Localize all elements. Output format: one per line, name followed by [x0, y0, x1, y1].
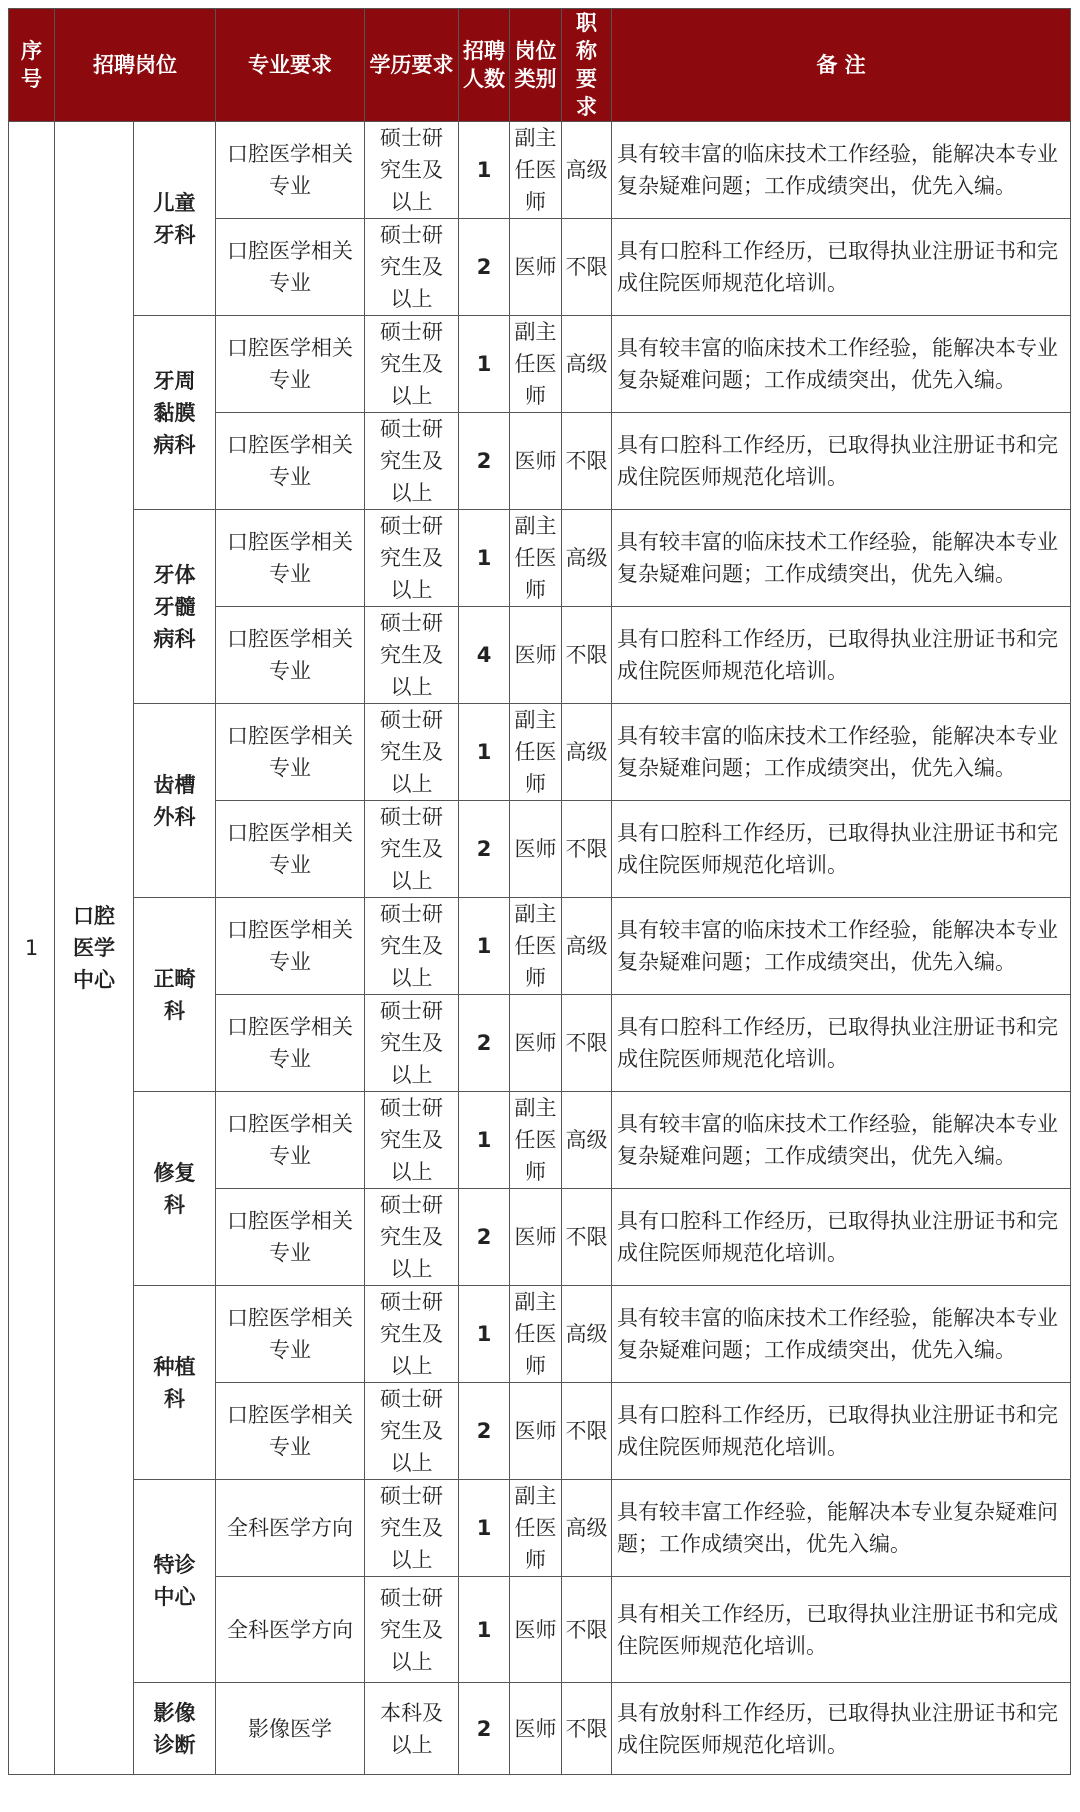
header-count: 招聘人数 — [459, 9, 510, 122]
count-cell: 2 — [459, 801, 510, 898]
title-cell: 不限 — [562, 995, 612, 1092]
education-cell: 硕士研究生及以上 — [365, 316, 459, 413]
count-cell: 1 — [459, 122, 510, 219]
category-cell: 副主任医师 — [510, 1092, 562, 1189]
title-cell: 高级 — [562, 510, 612, 607]
title-cell: 高级 — [562, 1092, 612, 1189]
education-cell: 硕士研究生及以上 — [365, 1092, 459, 1189]
count-cell: 2 — [459, 219, 510, 316]
title-cell: 不限 — [562, 801, 612, 898]
table-row — [9, 1683, 1071, 1775]
major-cell: 口腔医学相关专业 — [216, 995, 365, 1092]
title-cell: 不限 — [562, 413, 612, 510]
category-cell: 医师 — [510, 219, 562, 316]
major-cell: 口腔医学相关专业 — [216, 316, 365, 413]
header-remark: 备 注 — [612, 9, 1071, 122]
remark-cell: 具有放射科工作经历，已取得执业注册证书和完成住院医师规范化培训。 — [612, 1683, 1071, 1775]
education-cell: 硕士研究生及以上 — [365, 122, 459, 219]
category-cell: 副主任医师 — [510, 316, 562, 413]
major-cell: 口腔医学相关专业 — [216, 607, 365, 704]
category-cell: 医师 — [510, 1383, 562, 1480]
header-category: 岗位类别 — [510, 9, 562, 122]
count-cell: 1 — [459, 1286, 510, 1383]
title-cell: 不限 — [562, 1577, 612, 1683]
count-cell: 2 — [459, 995, 510, 1092]
education-cell: 硕士研究生及以上 — [365, 1577, 459, 1683]
department-cell: 特诊中心 — [134, 1480, 216, 1683]
count-cell: 2 — [459, 1683, 510, 1775]
remark-cell: 具有口腔科工作经历，已取得执业注册证书和完成住院医师规范化培训。 — [612, 1383, 1071, 1480]
count-cell: 1 — [459, 1092, 510, 1189]
category-cell: 医师 — [510, 607, 562, 704]
category-cell: 医师 — [510, 1189, 562, 1286]
title-cell: 不限 — [562, 1383, 612, 1480]
remark-cell: 具有较丰富的临床技术工作经验，能解决本专业复杂疑难问题；工作成绩突出，优先入编。 — [612, 510, 1071, 607]
education-cell: 硕士研究生及以上 — [365, 413, 459, 510]
education-cell: 硕士研究生及以上 — [365, 219, 459, 316]
remark-cell: 具有较丰富的临床技术工作经验，能解决本专业复杂疑难问题；工作成绩突出，优先入编。 — [612, 1286, 1071, 1383]
department-cell: 齿槽外科 — [134, 704, 216, 898]
major-cell: 口腔医学相关专业 — [216, 1092, 365, 1189]
major-cell: 口腔医学相关专业 — [216, 122, 365, 219]
education-cell: 硕士研究生及以上 — [365, 995, 459, 1092]
major-cell: 口腔医学相关专业 — [216, 898, 365, 995]
remark-cell: 具有较丰富的临床技术工作经验，能解决本专业复杂疑难问题；工作成绩突出，优先入编。 — [612, 122, 1071, 219]
category-cell: 副主任医师 — [510, 1286, 562, 1383]
remark-cell: 具有口腔科工作经历，已取得执业注册证书和完成住院医师规范化培训。 — [612, 995, 1071, 1092]
count-cell: 1 — [459, 898, 510, 995]
remark-cell: 具有口腔科工作经历，已取得执业注册证书和完成住院医师规范化培训。 — [612, 219, 1071, 316]
table-row — [9, 1092, 1071, 1189]
recruitment-table-container — [8, 8, 1070, 1775]
header-seq: 序号 — [9, 9, 55, 122]
title-cell: 不限 — [562, 219, 612, 316]
major-cell: 全科医学方向 — [216, 1480, 365, 1577]
department-cell: 牙周黏膜病科 — [134, 316, 216, 510]
remark-cell: 具有口腔科工作经历，已取得执业注册证书和完成住院医师规范化培训。 — [612, 413, 1071, 510]
category-cell: 副主任医师 — [510, 704, 562, 801]
recruitment-table — [8, 8, 1071, 1775]
remark-cell: 具有较丰富的临床技术工作经验，能解决本专业复杂疑难问题；工作成绩突出，优先入编。 — [612, 898, 1071, 995]
remark-cell: 具有口腔科工作经历，已取得执业注册证书和完成住院医师规范化培训。 — [612, 607, 1071, 704]
education-cell: 本科及以上 — [365, 1683, 459, 1775]
seq-cell: 1 — [9, 122, 55, 1775]
count-cell: 1 — [459, 1480, 510, 1577]
title-cell: 高级 — [562, 1286, 612, 1383]
department-cell: 修复科 — [134, 1092, 216, 1286]
major-cell: 口腔医学相关专业 — [216, 510, 365, 607]
header-title: 职称要求 — [562, 9, 612, 122]
major-cell: 口腔医学相关专业 — [216, 801, 365, 898]
remark-cell: 具有口腔科工作经历，已取得执业注册证书和完成住院医师规范化培训。 — [612, 1189, 1071, 1286]
table-row — [9, 122, 1071, 219]
category-cell: 医师 — [510, 995, 562, 1092]
count-cell: 2 — [459, 1383, 510, 1480]
header-position: 招聘岗位 — [55, 9, 216, 122]
table-row — [9, 898, 1071, 995]
category-cell: 医师 — [510, 1577, 562, 1683]
title-cell: 高级 — [562, 704, 612, 801]
remark-cell: 具有较丰富的临床技术工作经验，能解决本专业复杂疑难问题；工作成绩突出，优先入编。 — [612, 704, 1071, 801]
remark-cell: 具有相关工作经历，已取得执业注册证书和完成住院医师规范化培训。 — [612, 1577, 1071, 1683]
major-cell: 口腔医学相关专业 — [216, 1286, 365, 1383]
major-cell: 口腔医学相关专业 — [216, 704, 365, 801]
title-cell: 高级 — [562, 316, 612, 413]
remark-cell: 具有口腔科工作经历，已取得执业注册证书和完成住院医师规范化培训。 — [612, 801, 1071, 898]
title-cell: 不限 — [562, 1189, 612, 1286]
title-cell: 高级 — [562, 898, 612, 995]
header-education: 学历要求 — [365, 9, 459, 122]
table-row — [9, 510, 1071, 607]
count-cell: 1 — [459, 316, 510, 413]
category-cell: 医师 — [510, 801, 562, 898]
major-cell: 影像医学 — [216, 1683, 365, 1775]
table-row — [9, 316, 1071, 413]
count-cell: 1 — [459, 1577, 510, 1683]
title-cell: 高级 — [562, 1480, 612, 1577]
category-cell: 副主任医师 — [510, 510, 562, 607]
education-cell: 硕士研究生及以上 — [365, 607, 459, 704]
department-cell: 种植科 — [134, 1286, 216, 1480]
major-cell: 口腔医学相关专业 — [216, 413, 365, 510]
category-cell: 医师 — [510, 1683, 562, 1775]
education-cell: 硕士研究生及以上 — [365, 1189, 459, 1286]
category-cell: 副主任医师 — [510, 898, 562, 995]
title-cell: 不限 — [562, 1683, 612, 1775]
department-cell: 影像诊断 — [134, 1683, 216, 1775]
education-cell: 硕士研究生及以上 — [365, 1383, 459, 1480]
table-row — [9, 1286, 1071, 1383]
department-cell: 牙体牙髓病科 — [134, 510, 216, 704]
education-cell: 硕士研究生及以上 — [365, 801, 459, 898]
education-cell: 硕士研究生及以上 — [365, 510, 459, 607]
major-cell: 全科医学方向 — [216, 1577, 365, 1683]
count-cell: 1 — [459, 510, 510, 607]
title-cell: 高级 — [562, 122, 612, 219]
table-row — [9, 1480, 1071, 1577]
category-cell: 副主任医师 — [510, 122, 562, 219]
major-cell: 口腔医学相关专业 — [216, 219, 365, 316]
count-cell: 2 — [459, 413, 510, 510]
category-cell: 副主任医师 — [510, 1480, 562, 1577]
center-cell: 口腔医学中心 — [55, 122, 134, 1775]
education-cell: 硕士研究生及以上 — [365, 1286, 459, 1383]
education-cell: 硕士研究生及以上 — [365, 704, 459, 801]
department-cell: 正畸科 — [134, 898, 216, 1092]
title-cell: 不限 — [562, 607, 612, 704]
count-cell: 4 — [459, 607, 510, 704]
count-cell: 2 — [459, 1189, 510, 1286]
education-cell: 硕士研究生及以上 — [365, 1480, 459, 1577]
count-cell: 1 — [459, 704, 510, 801]
major-cell: 口腔医学相关专业 — [216, 1189, 365, 1286]
remark-cell: 具有较丰富的临床技术工作经验，能解决本专业复杂疑难问题；工作成绩突出，优先入编。 — [612, 1092, 1071, 1189]
category-cell: 医师 — [510, 413, 562, 510]
remark-cell: 具有较丰富工作经验，能解决本专业复杂疑难问题；工作成绩突出，优先入编。 — [612, 1480, 1071, 1577]
table-row — [9, 704, 1071, 801]
header-major: 专业要求 — [216, 9, 365, 122]
remark-cell: 具有较丰富的临床技术工作经验，能解决本专业复杂疑难问题；工作成绩突出，优先入编。 — [612, 316, 1071, 413]
major-cell: 口腔医学相关专业 — [216, 1383, 365, 1480]
department-cell: 儿童牙科 — [134, 122, 216, 316]
education-cell: 硕士研究生及以上 — [365, 898, 459, 995]
header-row — [9, 9, 1071, 122]
